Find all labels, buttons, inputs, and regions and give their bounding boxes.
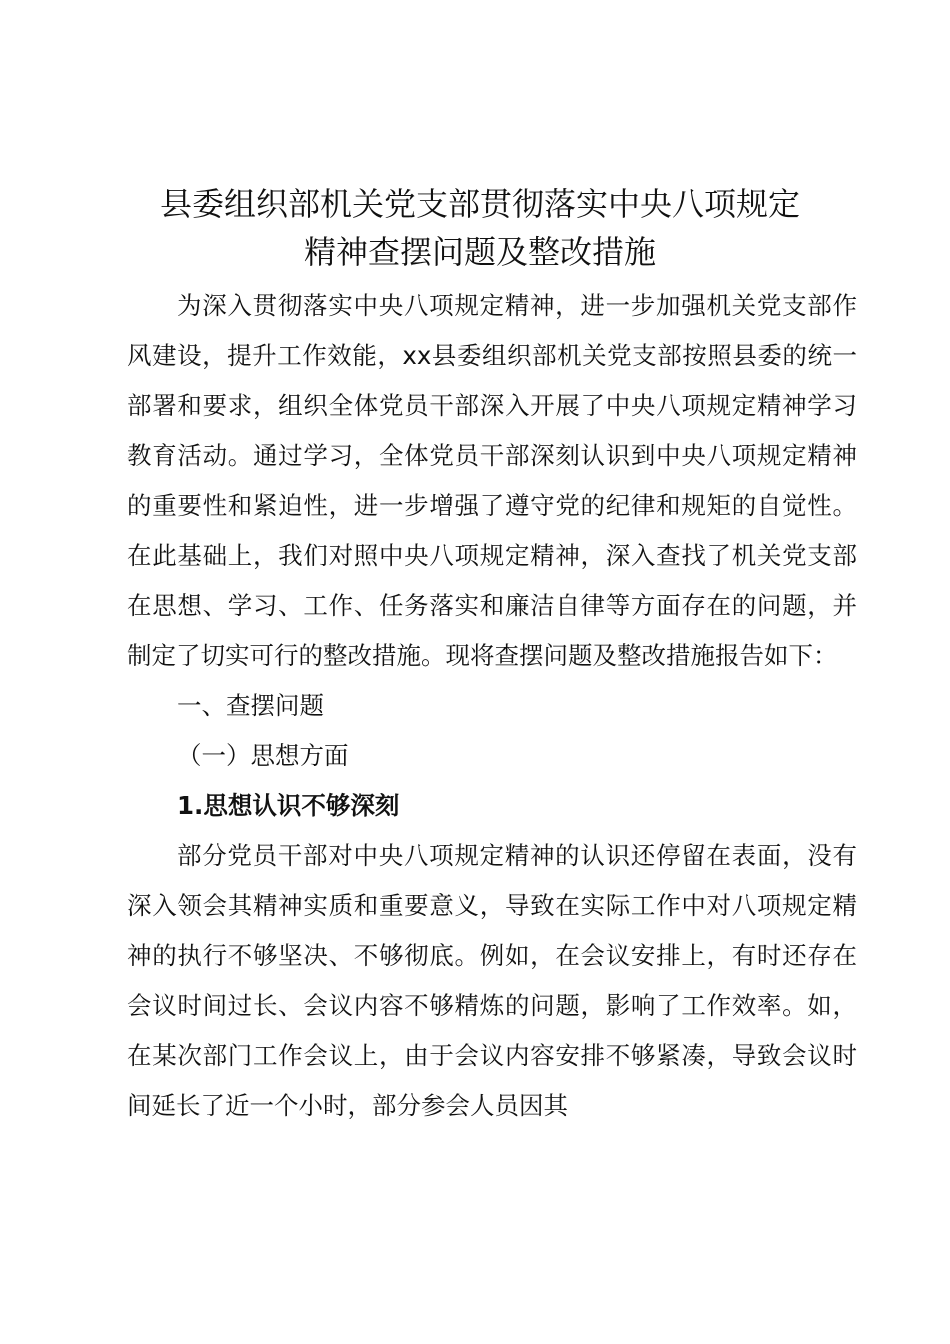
intro-paragraph: 为深入贯彻落实中央八项规定精神，进一步加强机关党支部作风建设，提升工作效能，xx县委组织部机关党支部按照县委的统一部署和要求，组织全体党员干部深入开展了中央八项规定精神学习教育活动。通过学习，全体党员干部深刻认识到中央八项规定精神的重要性和紧迫性，进一步增强了遵守党的纪律和规矩的自觉性。在此基础上，我们对照中央八项规定精神，深入查找了机关党支部在思想、学习、工作、任务落实和廉洁自律等方面存在的问题，并制定了切实可行的整改措施。现将查摆问题及整改措施报告如下： [127,291,857,670]
section-heading: 一、查摆问题 [177,691,324,720]
subsection-heading: （一）思想方面 [177,741,349,770]
document-body [127,281,857,1131]
document-title [100,180,860,276]
item-paragraph: 部分党员干部对中央八项规定精神的认识还停留在表面，没有深入领会其精神实质和重要意义，导致在实际工作中对八项规定精神的执行不够坚决、不够彻底。例如，在会议安排上，有时还存在会议时间过长、会议内容不够精炼的问题，影响了工作效率。如，在某次部门工作会议上，由于会议内容安排不够紧凑，导致会议时间延长了近一个小时，部分参会人员因其 [127,841,857,1120]
item-heading: 1.思想认识不够深刻 [177,791,400,820]
title-line-1: 县委组织部机关党支部贯彻落实中央八项规定 [159,185,800,223]
title-line-2: 精神查摆问题及整改措施 [303,233,656,271]
